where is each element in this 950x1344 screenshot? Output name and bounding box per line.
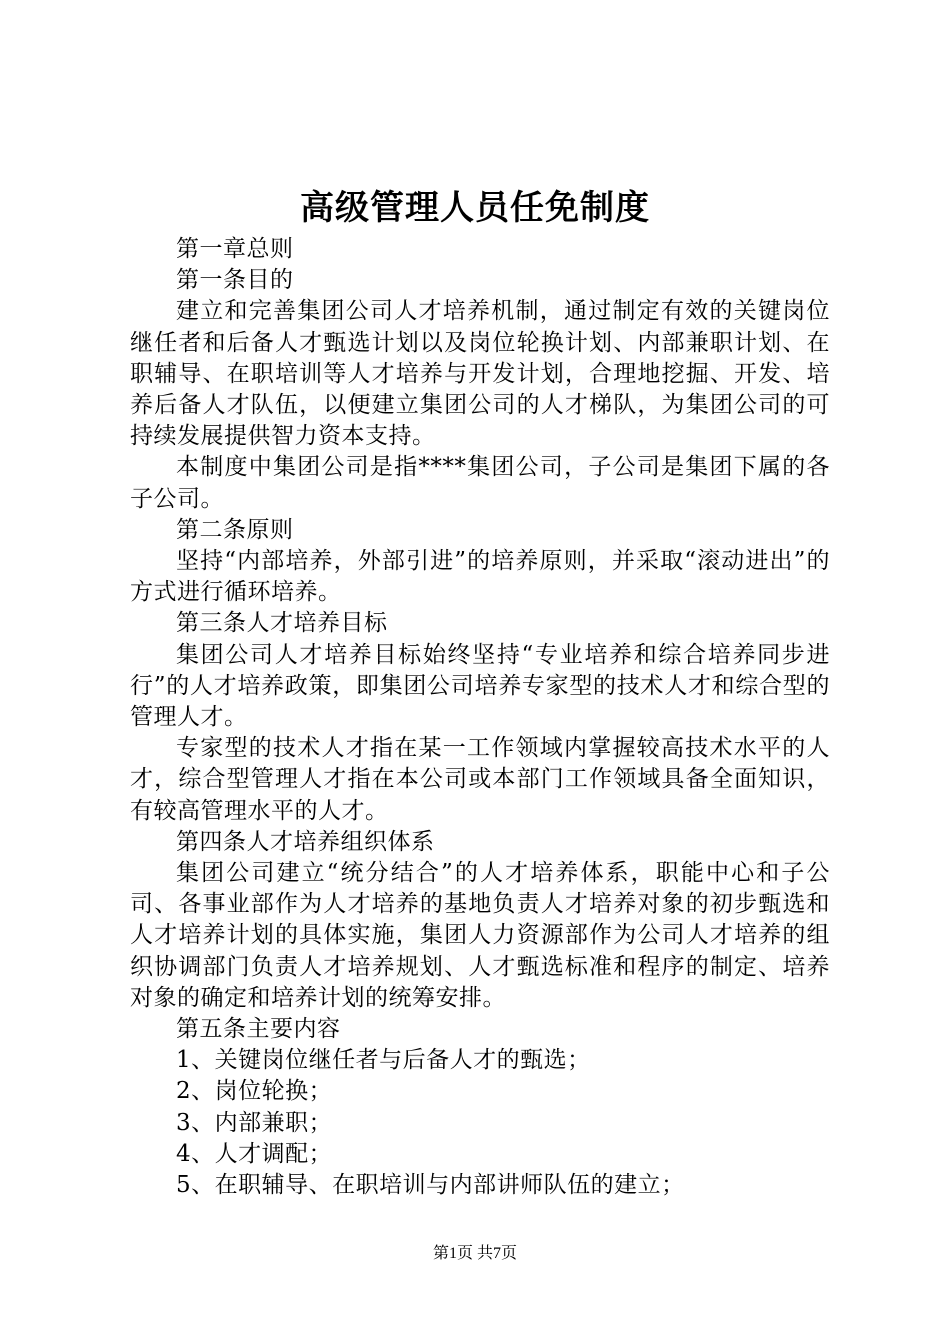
document-title: 高级管理人员任免制度: [300, 188, 650, 228]
list-item: 2、岗位轮换；: [176, 1078, 333, 1105]
paragraph: 集团公司建立“统分结合”的人才培养体系，职能中心和子公司、各事业部作为人才培养的基地负责人才培养对象的初步甄选和人才培养计划的具体实施，集团人力资源部作为公司人才培养的组织协调部门负责人才培养规划、人才甄选标准和程序的制定、培养对象的确定和培养计划的统筹安排。: [130, 860, 830, 1011]
article-heading: 第四条人才培养组织体系: [176, 828, 435, 855]
paragraph: 坚持“内部培养，外部引进”的培养原则，并采取“滚动进出”的方式进行循环培养。: [130, 548, 830, 606]
list-item: 5、在职辅导、在职培训与内部讲师队伍的建立；: [176, 1172, 685, 1199]
list-item: 4、人才调配；: [176, 1140, 333, 1167]
paragraph: 专家型的技术人才指在某一工作领域内掌握较高技术水平的人才，综合型管理人才指在本公司或本部门工作领域具备全面知识，有较高管理水平的人才。: [130, 735, 830, 824]
article-heading: 第三条人才培养目标: [176, 610, 388, 637]
article-heading: 第二条原则: [176, 516, 294, 543]
list-item: 3、内部兼职；: [176, 1109, 333, 1136]
chapter-heading: 第一章总则: [176, 236, 294, 262]
document-body: [130, 234, 830, 1201]
paragraph: 建立和完善集团公司人才培养机制，通过制定有效的关键岗位继任者和后备人才甄选计划以及岗位轮换计划、内部兼职计划、在职辅导、在职培训等人才培养与开发计划，合理地挖掘、开发、培养后备人才队伍，以便建立集团公司的人才梯队，为集团公司的可持续发展提供智力资本支持。: [130, 298, 830, 450]
paragraph: 集团公司人才培养目标始终坚持“专业培养和综合培养同步进行”的人才培养政策，即集团公司培养专家型的技术人才和综合型的管理人才。: [130, 641, 830, 731]
article-heading: 第五条主要内容: [176, 1016, 341, 1043]
list-item: 1、关键岗位继任者与后备人才的甄选；: [176, 1047, 591, 1074]
paragraph: 本制度中集团公司是指****集团公司，子公司是集团下属的各子公司。: [130, 454, 830, 512]
article-heading: 第一条目的: [176, 267, 294, 294]
page-footer: 第1页 共7页: [432, 1245, 517, 1262]
